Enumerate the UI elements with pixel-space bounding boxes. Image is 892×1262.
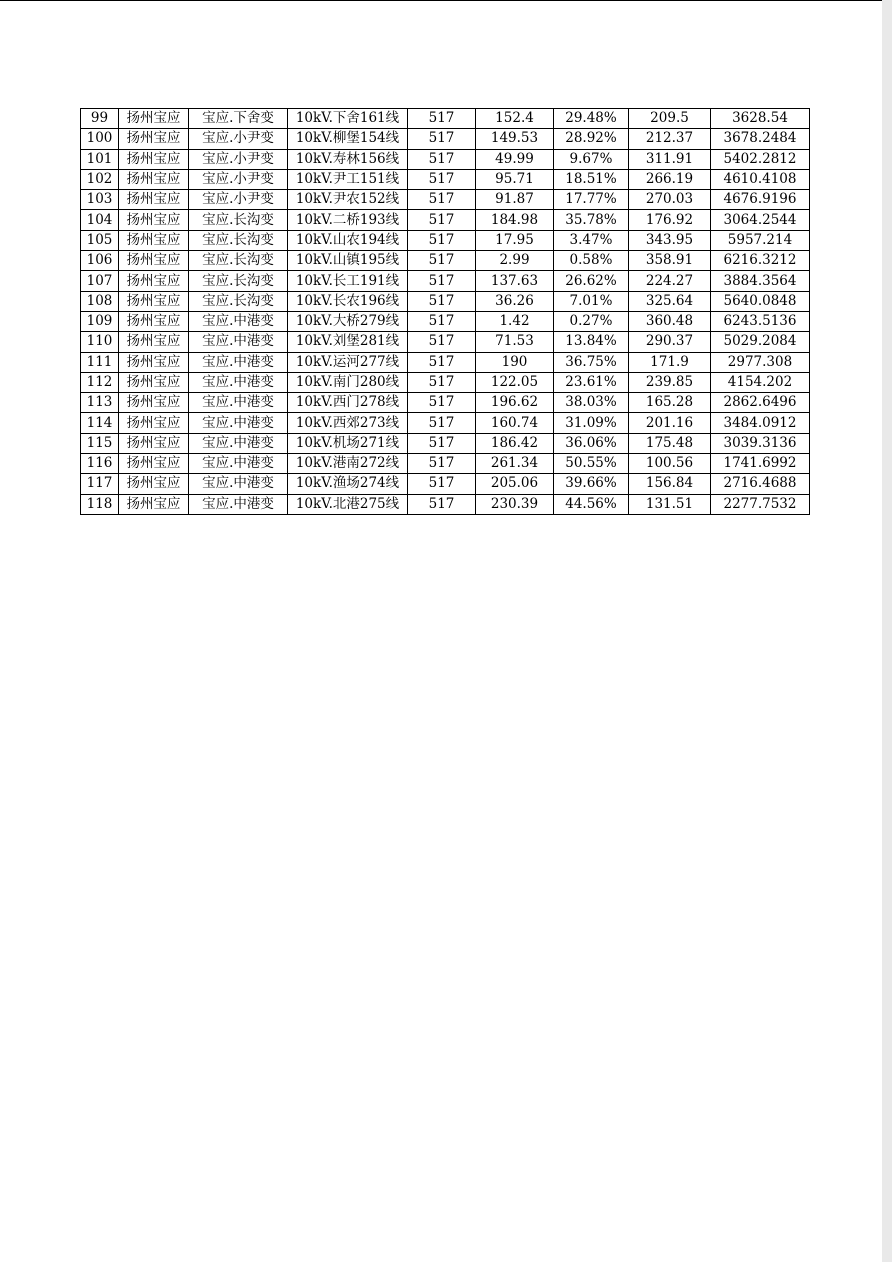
remaining-capacity-cell: 165.28 — [629, 393, 711, 413]
company-cell: 扬州宝应 — [119, 129, 189, 149]
table-row — [81, 413, 810, 433]
load-cell: 152.4 — [476, 109, 554, 129]
company-cell: 扬州宝应 — [119, 372, 189, 392]
row-number-cell: 113 — [81, 393, 119, 413]
capacity-cell: 517 — [408, 474, 476, 494]
load-cell: 137.63 — [476, 271, 554, 291]
feeder-line-cell: 10kV.运河277线 — [288, 352, 408, 372]
capacity-cell: 517 — [408, 291, 476, 311]
load-cell: 196.62 — [476, 393, 554, 413]
load-cell: 1.42 — [476, 311, 554, 331]
row-number-cell: 102 — [81, 169, 119, 189]
capacity-cell: 517 — [408, 230, 476, 250]
total-value-cell: 4676.9196 — [711, 190, 810, 210]
table-row — [81, 129, 810, 149]
remaining-capacity-cell: 358.91 — [629, 251, 711, 271]
table-row — [81, 352, 810, 372]
table-row — [81, 393, 810, 413]
capacity-cell: 517 — [408, 190, 476, 210]
substation-cell: 宝应.中港变 — [189, 393, 288, 413]
remaining-capacity-cell: 266.19 — [629, 169, 711, 189]
remaining-capacity-cell: 212.37 — [629, 129, 711, 149]
load-rate-cell: 36.75% — [554, 352, 629, 372]
table-row — [81, 190, 810, 210]
load-cell: 71.53 — [476, 332, 554, 352]
total-value-cell: 2277.7532 — [711, 494, 810, 514]
remaining-capacity-cell: 224.27 — [629, 271, 711, 291]
feeder-line-cell: 10kV.长农196线 — [288, 291, 408, 311]
row-number-cell: 118 — [81, 494, 119, 514]
load-rate-cell: 3.47% — [554, 230, 629, 250]
feeder-line-cell: 10kV.北港275线 — [288, 494, 408, 514]
total-value-cell: 4154.202 — [711, 372, 810, 392]
feeder-line-cell: 10kV.大桥279线 — [288, 311, 408, 331]
substation-cell: 宝应.中港变 — [189, 433, 288, 453]
feeder-line-cell: 10kV.刘堡281线 — [288, 332, 408, 352]
load-rate-cell: 36.06% — [554, 433, 629, 453]
table-body — [81, 109, 810, 515]
company-cell: 扬州宝应 — [119, 311, 189, 331]
remaining-capacity-cell: 100.56 — [629, 454, 711, 474]
total-value-cell: 5640.0848 — [711, 291, 810, 311]
company-cell: 扬州宝应 — [119, 454, 189, 474]
load-rate-cell: 17.77% — [554, 190, 629, 210]
load-cell: 205.06 — [476, 474, 554, 494]
remaining-capacity-cell: 131.51 — [629, 494, 711, 514]
capacity-cell: 517 — [408, 352, 476, 372]
total-value-cell: 5402.2812 — [711, 149, 810, 169]
feeder-line-cell: 10kV.南门280线 — [288, 372, 408, 392]
remaining-capacity-cell: 290.37 — [629, 332, 711, 352]
load-cell: 91.87 — [476, 190, 554, 210]
substation-cell: 宝应.长沟变 — [189, 251, 288, 271]
substation-cell: 宝应.中港变 — [189, 311, 288, 331]
total-value-cell: 3678.2484 — [711, 129, 810, 149]
capacity-cell: 517 — [408, 251, 476, 271]
remaining-capacity-cell: 239.85 — [629, 372, 711, 392]
substation-cell: 宝应.长沟变 — [189, 271, 288, 291]
load-rate-cell: 39.66% — [554, 474, 629, 494]
remaining-capacity-cell: 270.03 — [629, 190, 711, 210]
feeder-line-cell: 10kV.山镇195线 — [288, 251, 408, 271]
row-number-cell: 111 — [81, 352, 119, 372]
load-cell: 261.34 — [476, 454, 554, 474]
row-number-cell: 114 — [81, 413, 119, 433]
feeder-line-cell: 10kV.西郊273线 — [288, 413, 408, 433]
total-value-cell: 3039.3136 — [711, 433, 810, 453]
row-number-cell: 104 — [81, 210, 119, 230]
substation-cell: 宝应.长沟变 — [189, 210, 288, 230]
load-rate-cell: 35.78% — [554, 210, 629, 230]
load-rate-cell: 7.01% — [554, 291, 629, 311]
total-value-cell: 4610.4108 — [711, 169, 810, 189]
row-number-cell: 103 — [81, 190, 119, 210]
feeder-line-cell: 10kV.长工191线 — [288, 271, 408, 291]
company-cell: 扬州宝应 — [119, 149, 189, 169]
load-rate-cell: 13.84% — [554, 332, 629, 352]
remaining-capacity-cell: 176.92 — [629, 210, 711, 230]
table-row — [81, 433, 810, 453]
load-rate-cell: 23.61% — [554, 372, 629, 392]
load-rate-cell: 29.48% — [554, 109, 629, 129]
substation-cell: 宝应.中港变 — [189, 494, 288, 514]
feeder-line-cell: 10kV.尹农152线 — [288, 190, 408, 210]
capacity-cell: 517 — [408, 169, 476, 189]
total-value-cell: 6216.3212 — [711, 251, 810, 271]
load-cell: 36.26 — [476, 291, 554, 311]
row-number-cell: 106 — [81, 251, 119, 271]
row-number-cell: 115 — [81, 433, 119, 453]
row-number-cell: 109 — [81, 311, 119, 331]
total-value-cell: 2862.6496 — [711, 393, 810, 413]
substation-cell: 宝应.中港变 — [189, 372, 288, 392]
substation-cell: 宝应.小尹变 — [189, 190, 288, 210]
load-cell: 122.05 — [476, 372, 554, 392]
remaining-capacity-cell: 209.5 — [629, 109, 711, 129]
load-cell: 184.98 — [476, 210, 554, 230]
total-value-cell: 3064.2544 — [711, 210, 810, 230]
feeder-line-cell: 10kV.寿林156线 — [288, 149, 408, 169]
company-cell: 扬州宝应 — [119, 210, 189, 230]
page-right-edge — [882, 0, 892, 1262]
table-row — [81, 332, 810, 352]
remaining-capacity-cell: 175.48 — [629, 433, 711, 453]
load-cell: 95.71 — [476, 169, 554, 189]
company-cell: 扬州宝应 — [119, 230, 189, 250]
load-rate-cell: 26.62% — [554, 271, 629, 291]
capacity-cell: 517 — [408, 332, 476, 352]
page-top-rule — [0, 0, 892, 1]
row-number-cell: 107 — [81, 271, 119, 291]
feeder-line-cell: 10kV.山农194线 — [288, 230, 408, 250]
feeder-load-table — [80, 108, 810, 515]
company-cell: 扬州宝应 — [119, 332, 189, 352]
feeder-line-cell: 10kV.渔场274线 — [288, 474, 408, 494]
row-number-cell: 105 — [81, 230, 119, 250]
capacity-cell: 517 — [408, 494, 476, 514]
capacity-cell: 517 — [408, 372, 476, 392]
row-number-cell: 99 — [81, 109, 119, 129]
row-number-cell: 100 — [81, 129, 119, 149]
row-number-cell: 110 — [81, 332, 119, 352]
total-value-cell: 5029.2084 — [711, 332, 810, 352]
substation-cell: 宝应.中港变 — [189, 352, 288, 372]
feeder-line-cell: 10kV.柳堡154线 — [288, 129, 408, 149]
remaining-capacity-cell: 156.84 — [629, 474, 711, 494]
capacity-cell: 517 — [408, 413, 476, 433]
substation-cell: 宝应.下舍变 — [189, 109, 288, 129]
table-row — [81, 109, 810, 129]
table-row — [81, 149, 810, 169]
company-cell: 扬州宝应 — [119, 291, 189, 311]
total-value-cell: 3628.54 — [711, 109, 810, 129]
load-rate-cell: 50.55% — [554, 454, 629, 474]
table-row — [81, 251, 810, 271]
company-cell: 扬州宝应 — [119, 190, 189, 210]
total-value-cell: 3884.3564 — [711, 271, 810, 291]
substation-cell: 宝应.小尹变 — [189, 149, 288, 169]
total-value-cell: 1741.6992 — [711, 454, 810, 474]
load-cell: 160.74 — [476, 413, 554, 433]
substation-cell: 宝应.中港变 — [189, 332, 288, 352]
capacity-cell: 517 — [408, 210, 476, 230]
load-rate-cell: 9.67% — [554, 149, 629, 169]
table-row — [81, 169, 810, 189]
remaining-capacity-cell: 171.9 — [629, 352, 711, 372]
table-row — [81, 291, 810, 311]
company-cell: 扬州宝应 — [119, 169, 189, 189]
load-rate-cell: 28.92% — [554, 129, 629, 149]
company-cell: 扬州宝应 — [119, 413, 189, 433]
load-rate-cell: 44.56% — [554, 494, 629, 514]
row-number-cell: 108 — [81, 291, 119, 311]
feeder-line-cell: 10kV.下舍161线 — [288, 109, 408, 129]
capacity-cell: 517 — [408, 454, 476, 474]
load-cell: 186.42 — [476, 433, 554, 453]
load-rate-cell: 31.09% — [554, 413, 629, 433]
load-rate-cell: 38.03% — [554, 393, 629, 413]
company-cell: 扬州宝应 — [119, 494, 189, 514]
company-cell: 扬州宝应 — [119, 352, 189, 372]
company-cell: 扬州宝应 — [119, 251, 189, 271]
remaining-capacity-cell: 311.91 — [629, 149, 711, 169]
table-row — [81, 372, 810, 392]
remaining-capacity-cell: 201.16 — [629, 413, 711, 433]
substation-cell: 宝应.中港变 — [189, 474, 288, 494]
total-value-cell: 2716.4688 — [711, 474, 810, 494]
feeder-line-cell: 10kV.港南272线 — [288, 454, 408, 474]
company-cell: 扬州宝应 — [119, 109, 189, 129]
capacity-cell: 517 — [408, 393, 476, 413]
load-cell: 49.99 — [476, 149, 554, 169]
capacity-cell: 517 — [408, 109, 476, 129]
table-row — [81, 474, 810, 494]
load-cell: 149.53 — [476, 129, 554, 149]
company-cell: 扬州宝应 — [119, 271, 189, 291]
feeder-line-cell: 10kV.西门278线 — [288, 393, 408, 413]
substation-cell: 宝应.长沟变 — [189, 291, 288, 311]
substation-cell: 宝应.长沟变 — [189, 230, 288, 250]
total-value-cell: 2977.308 — [711, 352, 810, 372]
remaining-capacity-cell: 325.64 — [629, 291, 711, 311]
feeder-line-cell: 10kV.尹工151线 — [288, 169, 408, 189]
table-row — [81, 311, 810, 331]
remaining-capacity-cell: 360.48 — [629, 311, 711, 331]
company-cell: 扬州宝应 — [119, 433, 189, 453]
substation-cell: 宝应.中港变 — [189, 413, 288, 433]
load-rate-cell: 0.27% — [554, 311, 629, 331]
total-value-cell: 3484.0912 — [711, 413, 810, 433]
substation-cell: 宝应.中港变 — [189, 454, 288, 474]
row-number-cell: 112 — [81, 372, 119, 392]
table-row — [81, 210, 810, 230]
feeder-line-cell: 10kV.机场271线 — [288, 433, 408, 453]
load-rate-cell: 18.51% — [554, 169, 629, 189]
table-row — [81, 494, 810, 514]
load-cell: 17.95 — [476, 230, 554, 250]
company-cell: 扬州宝应 — [119, 474, 189, 494]
table-row — [81, 454, 810, 474]
substation-cell: 宝应.小尹变 — [189, 169, 288, 189]
remaining-capacity-cell: 343.95 — [629, 230, 711, 250]
capacity-cell: 517 — [408, 271, 476, 291]
load-cell: 190 — [476, 352, 554, 372]
capacity-cell: 517 — [408, 149, 476, 169]
load-cell: 2.99 — [476, 251, 554, 271]
load-rate-cell: 0.58% — [554, 251, 629, 271]
table-row — [81, 271, 810, 291]
load-cell: 230.39 — [476, 494, 554, 514]
row-number-cell: 116 — [81, 454, 119, 474]
total-value-cell: 6243.5136 — [711, 311, 810, 331]
table-row — [81, 230, 810, 250]
substation-cell: 宝应.小尹变 — [189, 129, 288, 149]
capacity-cell: 517 — [408, 311, 476, 331]
capacity-cell: 517 — [408, 129, 476, 149]
feeder-line-cell: 10kV.二桥193线 — [288, 210, 408, 230]
row-number-cell: 117 — [81, 474, 119, 494]
total-value-cell: 5957.214 — [711, 230, 810, 250]
row-number-cell: 101 — [81, 149, 119, 169]
company-cell: 扬州宝应 — [119, 393, 189, 413]
capacity-cell: 517 — [408, 433, 476, 453]
